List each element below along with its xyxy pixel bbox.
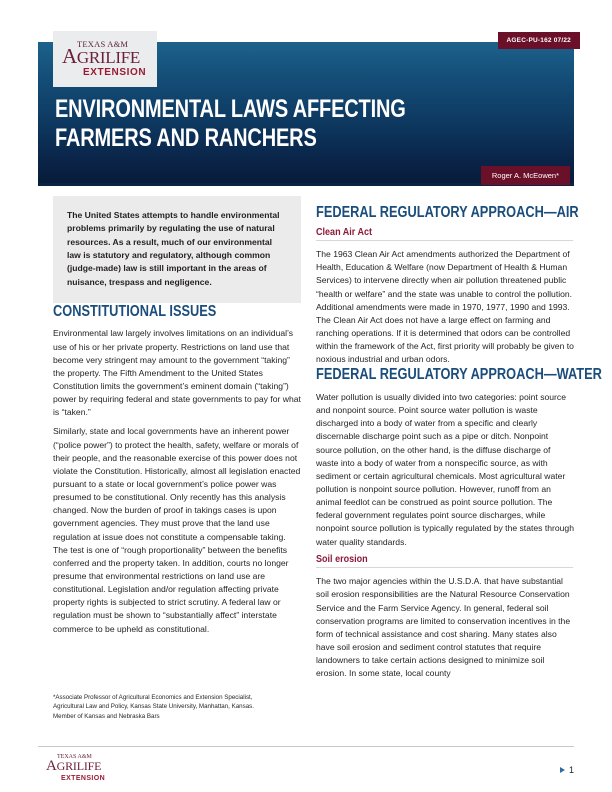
footer-agrilife-logo xyxy=(40,754,112,782)
agrilife-extension-logo xyxy=(53,31,157,87)
subsection-heading-soil-erosion: Soil erosion xyxy=(316,554,573,569)
page-number-value: 1 xyxy=(568,765,574,775)
logo-texas-am-text: TEXAS A&M xyxy=(77,38,129,49)
logo-extension-text: EXTENSION xyxy=(83,67,147,79)
footer-logo-agrilife-rest: GRILIFE xyxy=(56,759,102,773)
section-heading-federal-water: FEDERAL REGULATORY APPROACH—WATER xyxy=(316,366,602,384)
paragraph-water-pollution: Water pollution is usually divided into two categories: point source and nonpoint source. Point source water pollution is waste discharged into a body of water from a specific and clearly discernable discharge point such as a pipe or ditch. Nonpoint source pollution, on the other hand, is the diffuse discharge of waste into a body of water from a nonspecific source, as with sediment or certain agricultural chemicals. Most agricultural water pollution is nonpoint source pollution. However, runoff from an animal feedlot can be construed as point source pollution. The federal government regulates point source discharges, while nonpoint source pollution is typically regulated by the states through water quality standards. xyxy=(316,392,574,547)
right-column xyxy=(316,204,602,680)
footnote-line-2: Agricultural Law and Policy, Kansas State University, Manhattan, Kansas. xyxy=(53,703,254,711)
footnote-line-1: *Associate Professor of Agricultural Economics and Extension Specialist, xyxy=(53,694,253,701)
author-footnote xyxy=(53,693,301,721)
publication-number-badge: AGEC-PU-162 07/22 xyxy=(498,32,580,49)
footer-logo-agrilife-initial: A xyxy=(46,758,57,774)
footer-divider-rule xyxy=(38,746,574,747)
left-column xyxy=(53,196,301,636)
subsection-heading-clean-air-act: Clean Air Act xyxy=(316,227,573,242)
section-heading-federal-air: FEDERAL REGULATORY APPROACH—AIR xyxy=(316,204,579,221)
footnote-line-3: Member of Kansas and Nebraska Bars xyxy=(53,712,160,720)
paragraph-soil-erosion: The two major agencies within the U.S.D.A. that have substantial soil erosion responsibilities are the Natural Resource Conservation Service and the Farm Service Agency. In general, federal soil conservation programs are limited to conservation incentives in the form of technical assistance and cost sharing. Many states also have soil erosion and sediment control statutes that require landowners to take certain actions designed to minimize soil erosion. In some state, local county xyxy=(316,576,571,679)
logo-agrilife-rest: GRILIFE xyxy=(76,48,140,68)
page-title: ENVIRONMENTAL LAWS AFFECTING FARMERS AND RANCHERS xyxy=(55,95,406,152)
paragraph-constitutional-2: Similarly, state and local governments have an inherent power (“police power”) to protect the health, safety, welfare or morals of their people, and the reasonable exercise of this power does not violate the Constitution. Historically, almost all legislation enacted pursuant to a state or local government’s police power was presumed to be constitutional. Only recently has this analysis changed. Now the burden of proof in takings cases is upon government agencies. They must prove that the land use regulation at issue does not constitute a compensable taking. The test is one of “rough proportionality” between the benefits conferred and the property taken. In addition, courts no longer presume that environmental restrictions on land use are constitutional. Legislation and/or regulation affecting private property rights is subjected to strict scrutiny. A federal law or regulation must be shown to “substantially affect” interstate commerce to be upheld as constitutional. xyxy=(53,426,301,634)
paragraph-clean-air-act: The 1963 Clean Air Act amendments authorized the Department of Health, Education & Welfare (now Department of Health & Human Services) to intervene directly when air pollution threatened public “health or welfare” and the state was unable to control the pollution. Additional amendments were made in 1970, 1977, 1990 and 1993. The Clean Air Act does not have a large effect on farming and ranching operations. If it is determined that odors can be controlled within the framework of the Act, first priority will probably be given to noxious industrial and urban odors. xyxy=(316,249,574,365)
triangle-right-icon xyxy=(560,767,565,773)
footer-logo-texas-am-text: TEXAS A&M xyxy=(57,754,92,760)
intro-callout-box: The United States attempts to handle environmental problems primarily by regulating the use of natural resources. As a result, much of our environmental law is statutory and regulatory, although common (judge-made) law is still important in the areas of nuisance, trespass and negligence. xyxy=(53,196,301,303)
logo-agrilife-initial: A xyxy=(62,44,77,69)
logo-agrilife-text xyxy=(62,46,140,67)
paragraph-constitutional-1: Environmental law largely involves limitations on an individual’s use of his or her private property. Restrictions on land use that become very stringent may amount to the government “taking” the property. The Fifth Amendment to the United States Constitution limits the government’s eminent domain (“taking”) power by requiring federal and state governments to pay for what is “taken.” xyxy=(53,328,301,418)
author-byline-badge: Roger A. McEowen* xyxy=(481,166,570,185)
footer-logo-extension-text: EXTENSION xyxy=(61,775,106,782)
footer-logo-agrilife-text xyxy=(46,759,112,774)
page-number-block xyxy=(560,765,574,775)
section-heading-constitutional-issues: CONSTITUTIONAL ISSUES xyxy=(53,302,217,320)
